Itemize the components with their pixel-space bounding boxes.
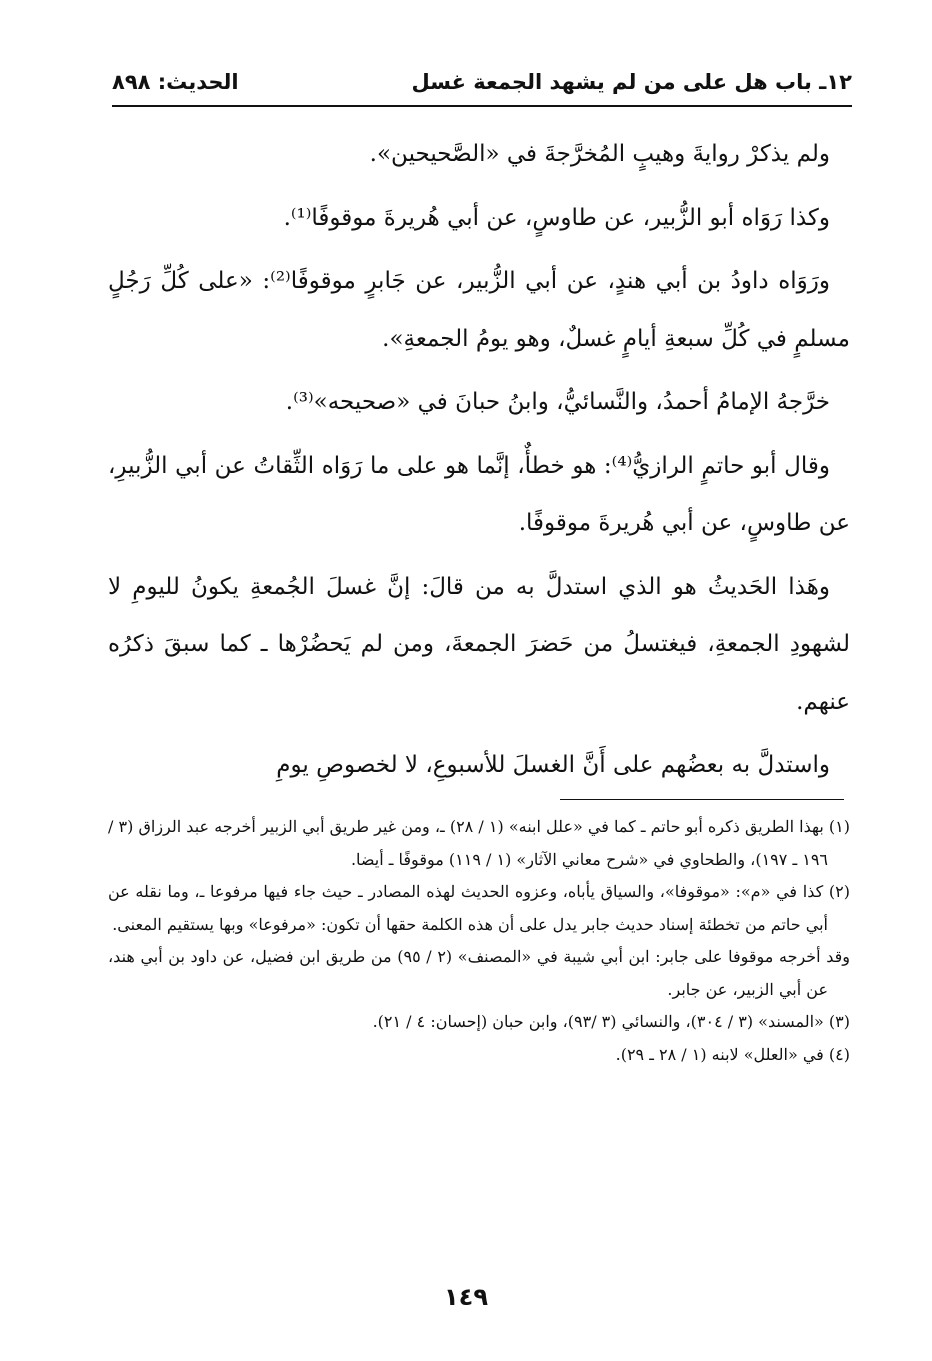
footnote: (١) بهذا الطريق ذكره أبو حاتم ـ كما في «علل ابنه» (١ / ٢٨) ـ، ومن غير طريق أبي الزبير أخرجه عبد الرزاق (٣ / ١٩٦ ـ ١٩٧)، والطحاوي في «شرح معاني الآثار» (١ / ١١٩) موقوفًا ـ أيضا. — [108, 817, 851, 869]
paragraph: وقال أبو حاتمٍ الرازيُّ⁽⁴⁾: هو خطأٌ، إنَّما هو على ما رَوَاه الثِّقاتُ عن أبي الزُّبيرِ، عن طاوسٍ، عن أبي هُريرةَ موقوفًا. — [108, 452, 850, 536]
footnote: (٤) في «العلل» لابنه (١ / ٢٨ ـ ٢٩). — [615, 1044, 850, 1064]
paragraph: ولم يذكرْ روايةَ وهيبٍ المُخرَّجةَ في «الصَّحيحين». — [369, 141, 830, 167]
footnote: (٢) كذا في «م»: «موقوفا»، والسياق يأباه، وعزوه الحديث لهذه المصادر ـ حيث جاء فيها مرفوعا ـ، وما نقله عن أبي حاتم من تخطئة إسناد حديث جابر يدل على أن هذه الكلمة حقها أن تكون: «مرفوعا» وبها يستقيم المعنى. — [108, 882, 851, 934]
header-divider — [112, 105, 852, 107]
running-head-chapter-title: ١٢ـ باب هل على من لم يشهد الجمعة غسل — [411, 70, 852, 94]
footnotes — [108, 811, 850, 1071]
page-number: ١٤٩ — [444, 1283, 488, 1311]
footnote-divider — [560, 799, 844, 800]
footnote-continuation: وقد أخرجه موقوفا على جابر: ابن أبي شيبة في «المصنف» (٢ / ٩٥) من طريق ابن فضيل، عن داود بن أبي هند، عن أبي الزبير، عن جابر. — [108, 947, 851, 999]
paragraph: وكذا رَوَاه أبو الزُّبير، عن طاوسٍ، عن أبي هُريرةَ موقوفًا⁽¹⁾. — [283, 204, 830, 231]
footnote: (٣) «المسند» (٣ / ٣٠٤)، والنسائي (٣ /٩٣)، وابن حبان (إحسان: ٤ / ٢١). — [372, 1012, 850, 1031]
hadith-number-label: الحديث: ٨٩٨ — [112, 70, 239, 94]
main-text — [108, 126, 850, 795]
paragraph: خرَّجهُ الإمامُ أحمدُ، والنَّسائيُّ، وابنُ حبانَ في «صحيحه»⁽³⁾. — [285, 389, 830, 415]
paragraph: ورَوَاه داودُ بن أبي هندٍ، عن أبي الزُّبير، عن جَابرٍ موقوفًا⁽²⁾: «على كُلِّ رَجُلٍ مسلمٍ في كُلِّ سبعةِ أيامٍ غسلٌ، وهو يومُ الجمعةِ». — [108, 268, 850, 352]
paragraph: وهَذا الحَديثُ هو الذي استدلَّ به من قالَ: إنَّ غسلَ الجُمعةِ يكونُ لليومِ لا لشهودِ الجمعةِ، فيغتسلُ من حَضرَ الجمعةَ، ومن لم يَحضُرْها ـ كما سبقَ ذكرُه عنهم. — [108, 573, 850, 715]
paragraph: واستدلَّ به بعضُهم على أَنَّ الغسلَ للأسبوعِ، لا لخصوصِ يومِ — [276, 752, 830, 778]
page-header — [112, 62, 852, 102]
